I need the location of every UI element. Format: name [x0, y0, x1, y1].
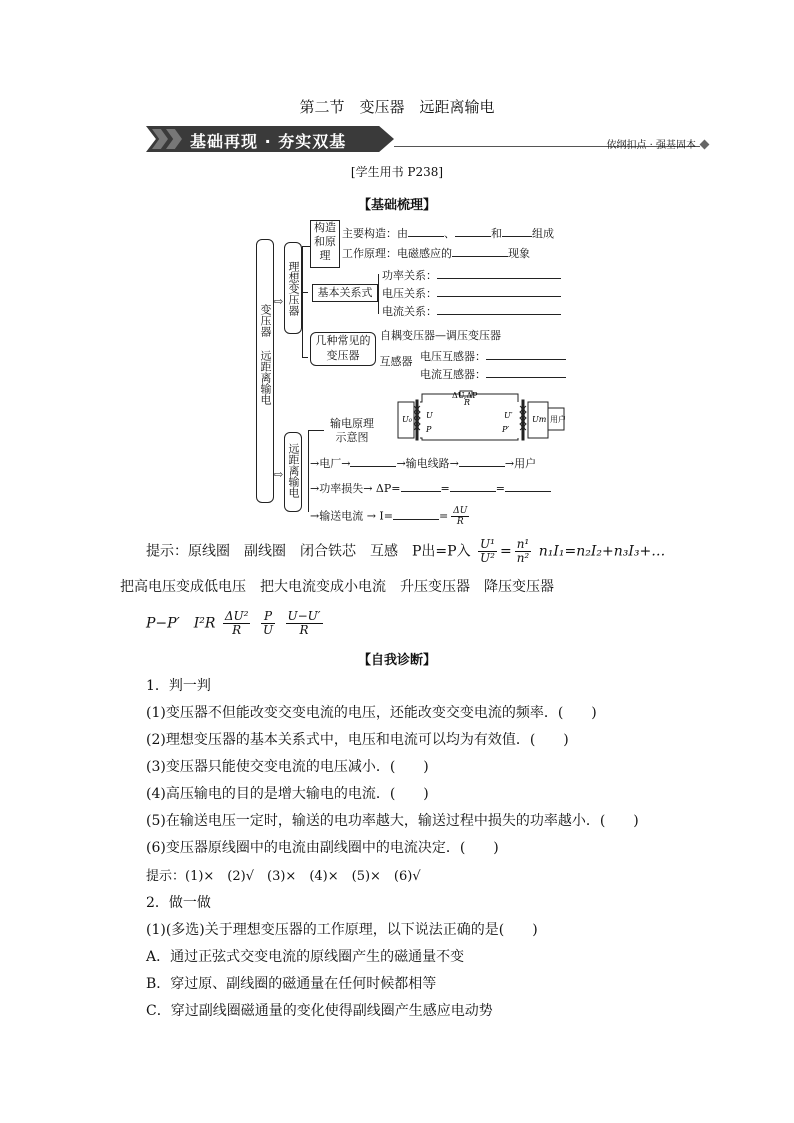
principle-text: [342, 245, 530, 261]
turns-ratio-num: n¹: [516, 537, 530, 551]
hint-basic-line3: [146, 610, 326, 637]
p-prime-label: P′: [502, 425, 510, 434]
section-heading-diagnosis: 【自我诊断】: [357, 653, 436, 668]
judge-item: (2)理想变压器的基本关系式中，电压和电流可以均为有效值．( ): [146, 732, 569, 748]
page-title: 第二节 变压器 远距离输电: [299, 98, 495, 116]
root-box: [256, 239, 274, 503]
bracket-line: [302, 246, 303, 358]
power-relation: [382, 267, 561, 283]
resistor-label: R: [464, 398, 471, 407]
current-frac-num: ΔU: [453, 506, 468, 516]
wire: [420, 438, 518, 440]
and-label: 和: [491, 227, 502, 240]
voltage-mutual-label: 电压互感器：: [420, 350, 486, 363]
banner-text: 基础再现 · 夯实双基: [190, 132, 347, 151]
turns-ratio-den: n²: [516, 551, 530, 565]
line-label: →输电线路→: [396, 457, 459, 470]
current-frac-den: R: [456, 517, 464, 527]
loss-label: 功率损失→ ΔP=: [319, 482, 401, 495]
current-label: 输送电流 → I=: [319, 509, 393, 523]
page-reference: [学生用书 P238]: [350, 165, 444, 179]
eq-label: =: [440, 482, 450, 495]
schematic-label: 输电原理示意图: [330, 417, 374, 444]
option-c: C．穿过副线圈磁通量的变化使得副线圈产生感应电动势: [146, 1003, 493, 1019]
common-transformers-box: 几种常见的变压器: [310, 332, 376, 366]
bracket-line: [302, 357, 308, 358]
hint-prefix: 提示：原线圈 副线圈 闭合铁芯 互感 P出=P入: [146, 543, 471, 560]
option-b: B．穿过原、副线圈的磁通量在任何时候都相等: [146, 976, 437, 992]
voltage-relation: [382, 285, 561, 301]
structure-principle-box: 构造和原理: [310, 220, 340, 268]
judge-item: (1)变压器不但能改变交变电流的电压，还能改变交变电流的频率．( ): [146, 705, 597, 721]
principle-label: 工作原理：电磁感应的: [342, 247, 452, 260]
bracket-line: [308, 430, 324, 431]
drop-frac-num: U−U′: [287, 609, 321, 623]
judge-item: (5)在输送电压一定时，输送的电功率越大，输送过程中损失的功率越小．( ): [146, 813, 639, 829]
voltage-ratio-den: U²: [480, 551, 495, 565]
current-mutual: [420, 366, 566, 382]
judge-item: (6)变压器原线圈中的电流由副线圈中的电流决定．( ): [146, 840, 499, 856]
loss-row: →功率损失→ ΔP= = =: [310, 480, 551, 496]
eq-label: =: [495, 482, 505, 495]
voltage-relation-label: 电压关系：: [382, 287, 437, 300]
voltage-mutual: [420, 348, 566, 364]
section-banner: [146, 126, 708, 154]
loss-frac-den: R: [232, 623, 242, 637]
diamond-icon: [700, 140, 710, 150]
separator: 、: [444, 227, 455, 240]
concept-map: [250, 212, 580, 527]
u-label: U: [426, 411, 433, 420]
power-relation-label: 功率关系：: [382, 269, 437, 282]
u-prime-label: U′: [504, 411, 513, 420]
arrow-icon: ⇨: [274, 468, 284, 481]
compose-label: 组成: [532, 227, 554, 240]
auto-transformer: 自耦变压器—调压变压器: [380, 329, 501, 342]
main-structure-text: [342, 225, 554, 241]
current-frac-num: P: [261, 610, 275, 624]
practice-heading: 2．做一做: [146, 895, 211, 911]
judge-hint: 提示：(1)× (2)√ (3)× (4)× (5)× (6)√: [146, 869, 421, 884]
eq-label: =: [439, 509, 449, 523]
transmission-circuit-diagram: [396, 388, 570, 446]
current-formula: n₁I₁=n₂I₂+n₃I₃+…: [538, 543, 666, 560]
judge-item: (3)变压器只能使交变电流的电压减小．( ): [146, 759, 429, 775]
bracket-line: [308, 430, 309, 512]
arrow-icon: ⇨: [274, 295, 284, 308]
voltage-ratio-num: U¹: [480, 537, 495, 551]
delta-u-p-label: ΔU,ΔP: [452, 391, 478, 400]
current-row: →输送电流 → I= = $\frac{\Delta U}{R}$: [310, 506, 468, 527]
practice-question: (1)(多选)关于理想变压器的工作原理，以下说法正确的是( ): [146, 922, 538, 938]
basic-relations-box: 基本关系式: [312, 284, 378, 302]
user-label: 用户: [550, 415, 566, 424]
main-structure-label: 主要构造：由: [342, 227, 408, 240]
user-arrow-label: →用户: [504, 457, 537, 470]
section-heading-basic: 【基础梳理】: [357, 198, 436, 213]
option-a: A．通过正弦式交变电流的原线圈产生的磁通量不变: [146, 949, 465, 965]
judge-item: (4)高压输电的目的是增大输电的电流．( ): [146, 786, 429, 802]
loss-frac-num: ΔU²: [224, 609, 249, 623]
current-mutual-label: 电流互感器：: [420, 368, 486, 381]
p-label: P: [426, 425, 432, 434]
bracket-line: [378, 274, 379, 314]
current-relation-label: 电流关系：: [382, 305, 437, 318]
current-frac-den: U: [262, 623, 274, 637]
plant-label: 电厂→: [319, 457, 351, 470]
hint-basic-line2: 把高电压变成低电压 把大电流变成小电流 升压变压器 降压变压器: [120, 579, 554, 595]
bracket-line: [302, 292, 308, 293]
plant-row: →电厂→ →输电线路→ →用户: [310, 457, 537, 470]
u0-label: U₀: [402, 415, 412, 424]
hint-basic-line1: [146, 538, 665, 565]
remote-transmission-box: [284, 432, 302, 512]
um-label: Um: [532, 415, 547, 424]
banner-subtitle: 依纲扣点 · 强基固本: [606, 140, 696, 151]
remote-transmission-label: 远距离输电: [287, 443, 300, 498]
phenomenon-label: 现象: [508, 247, 530, 260]
wire: [480, 394, 518, 402]
bracket-line: [302, 246, 310, 247]
ideal-transformer-box: [284, 242, 302, 334]
judge-heading: 1．判一判: [146, 678, 211, 694]
loss-formulas: P−P′ I²R: [146, 615, 216, 632]
root-label: 变压器 远距离输电: [259, 304, 272, 405]
mutual-inductor-label: 互感器: [379, 355, 413, 368]
core-icon: [416, 400, 418, 440]
current-relation: [382, 303, 561, 319]
ideal-transformer-label: 理想变压器: [287, 261, 300, 316]
drop-frac-den: R: [299, 623, 309, 637]
eq-sign: =: [499, 543, 512, 560]
